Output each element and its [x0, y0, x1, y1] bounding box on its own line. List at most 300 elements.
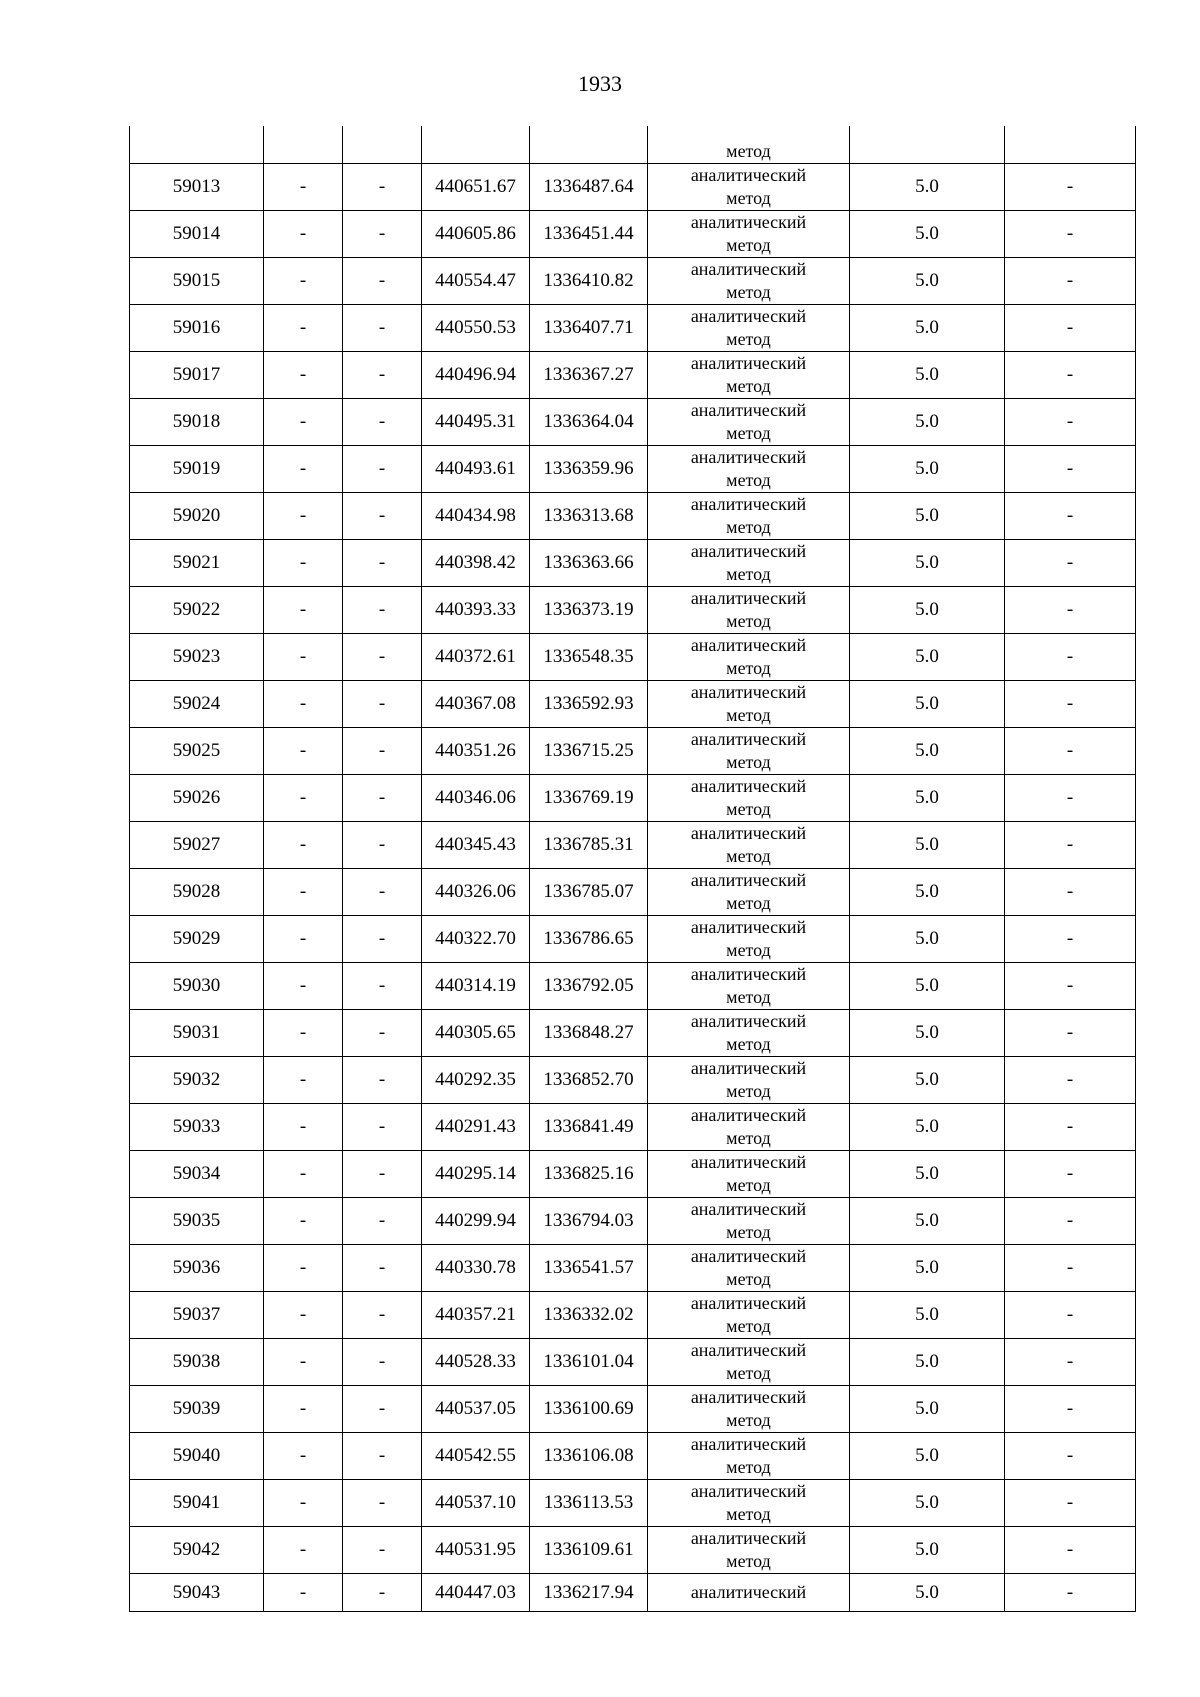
cell-accuracy: 5.0 [850, 163, 1005, 210]
cell-x-coordinate: 440447.03 [422, 1573, 530, 1611]
cell-y-coordinate: 1336410.82 [530, 257, 648, 304]
cell-col3: - [343, 774, 422, 821]
cell-method [648, 257, 850, 304]
method-line1: аналитический [690, 1057, 807, 1078]
cell-y-coordinate: 1336363.66 [530, 539, 648, 586]
cell-point-id: 59043 [130, 1573, 264, 1611]
cell-x-coordinate: 440398.42 [422, 539, 530, 586]
cell-y-coordinate: 1336367.27 [530, 351, 648, 398]
cell-method [648, 680, 850, 727]
table-row [130, 398, 1136, 445]
cell-point-id: 59037 [130, 1291, 264, 1338]
method-line2: метод [726, 1127, 771, 1148]
method-line1: аналитический [690, 446, 807, 467]
method-line2: метод [726, 422, 771, 443]
cell-accuracy: 5.0 [850, 1526, 1005, 1573]
cell-col8: - [1005, 1526, 1136, 1573]
cell-col3: - [343, 445, 422, 492]
cell-point-id: 59040 [130, 1432, 264, 1479]
method-line2: метод [726, 1033, 771, 1054]
table-row [130, 445, 1136, 492]
method-line2: метод [726, 1409, 771, 1430]
cell-accuracy: 5.0 [850, 727, 1005, 774]
cell-col8: - [1005, 1056, 1136, 1103]
method-line1: аналитический [690, 916, 807, 937]
table-row [130, 633, 1136, 680]
cell-col2: - [264, 1385, 343, 1432]
method-line1: аналитический [690, 493, 807, 514]
cell-accuracy: 5.0 [850, 1573, 1005, 1611]
method-line1: аналитический [690, 258, 807, 279]
cell-x-coordinate: 440528.33 [422, 1338, 530, 1385]
method-line1: аналитический [690, 1339, 807, 1360]
cell-y-coordinate: 1336113.53 [530, 1479, 648, 1526]
cell-accuracy: 5.0 [850, 492, 1005, 539]
cell-accuracy: 5.0 [850, 1244, 1005, 1291]
cell-col2: - [264, 1056, 343, 1103]
method-line1: аналитический [690, 1527, 807, 1548]
table-row [130, 1432, 1136, 1479]
cell-y-coordinate: 1336109.61 [530, 1526, 648, 1573]
cell-col8: - [1005, 821, 1136, 868]
method-line2: метод [726, 1503, 771, 1524]
cell-col2: - [264, 586, 343, 633]
cell-method [648, 1291, 850, 1338]
cell-col2: - [264, 821, 343, 868]
cell-y-coordinate: 1336359.96 [530, 445, 648, 492]
cell-col3: - [343, 398, 422, 445]
cell-x-coordinate: 440542.55 [422, 1432, 530, 1479]
table-row [130, 539, 1136, 586]
cell-col3: - [343, 1479, 422, 1526]
cell-point-id: 59022 [130, 586, 264, 633]
cell-col8: - [1005, 727, 1136, 774]
method-line2: метод [726, 1456, 771, 1477]
cell-point-id: 59020 [130, 492, 264, 539]
cell-y-coordinate: 1336785.07 [530, 868, 648, 915]
cell-y-coordinate: 1336792.05 [530, 962, 648, 1009]
table-row [130, 821, 1136, 868]
cell-x-coordinate: 440496.94 [422, 351, 530, 398]
method-line2: метод [726, 1080, 771, 1101]
cell-method [648, 1338, 850, 1385]
cell-point-id: 59018 [130, 398, 264, 445]
table-row [130, 774, 1136, 821]
method-line1: аналитический [690, 1198, 807, 1219]
cell-y-coordinate: 1336407.71 [530, 304, 648, 351]
cell-col8: - [1005, 257, 1136, 304]
cell-col3: - [343, 163, 422, 210]
cell-method [648, 1197, 850, 1244]
method-line1: аналитический [690, 1581, 807, 1602]
method-line1: аналитический [690, 1480, 807, 1501]
cell-col2: - [264, 398, 343, 445]
cell-x-coordinate: 440351.26 [422, 727, 530, 774]
cell-col3: - [343, 492, 422, 539]
cell-point-id: 59025 [130, 727, 264, 774]
cell-accuracy: 5.0 [850, 1338, 1005, 1385]
cell-method [648, 821, 850, 868]
cell-col2: - [264, 210, 343, 257]
cell-col3: - [343, 1338, 422, 1385]
method-line2: метод [726, 657, 771, 678]
cell-method [648, 539, 850, 586]
cell-x-coordinate: 440372.61 [422, 633, 530, 680]
cell-method [648, 1009, 850, 1056]
table-row [130, 1291, 1136, 1338]
cell-col8: - [1005, 304, 1136, 351]
table-row-continuation [130, 126, 1136, 163]
method-line1: аналитический [690, 1151, 807, 1172]
cell-col8: - [1005, 1197, 1136, 1244]
method-line1: аналитический [690, 1245, 807, 1266]
cell-y-coordinate: 1336217.94 [530, 1573, 648, 1611]
cell-y-coordinate: 1336769.19 [530, 774, 648, 821]
cell-col3: - [343, 1009, 422, 1056]
cell-col8: - [1005, 398, 1136, 445]
table-row [130, 680, 1136, 727]
table-row [130, 962, 1136, 1009]
cell-col8: - [1005, 539, 1136, 586]
cell-col3: - [343, 586, 422, 633]
cell-y-coordinate: 1336100.69 [530, 1385, 648, 1432]
cell-col2: - [264, 1244, 343, 1291]
cell-x-coordinate: 440305.65 [422, 1009, 530, 1056]
cell-point-id: 59023 [130, 633, 264, 680]
cell-accuracy: 5.0 [850, 351, 1005, 398]
cell-col2: - [264, 1291, 343, 1338]
method-line2: метод [726, 516, 771, 537]
method-line1: аналитический [690, 211, 807, 232]
cell-point-id: 59029 [130, 915, 264, 962]
cell-method [648, 1103, 850, 1150]
cell-y-coordinate: 1336825.16 [530, 1150, 648, 1197]
cell-x-coordinate: 440367.08 [422, 680, 530, 727]
cell-accuracy: 5.0 [850, 586, 1005, 633]
cell-x-coordinate: 440434.98 [422, 492, 530, 539]
cell-y-coordinate: 1336487.64 [530, 163, 648, 210]
cell-point-id: 59034 [130, 1150, 264, 1197]
table-row [130, 1197, 1136, 1244]
method-line2: метод [726, 892, 771, 913]
cell-point-id: 59015 [130, 257, 264, 304]
method-line1: аналитический [690, 587, 807, 608]
cell-col3: - [343, 821, 422, 868]
cell-x-coordinate: 440346.06 [422, 774, 530, 821]
cell-x-coordinate: 440531.95 [422, 1526, 530, 1573]
cell-x-coordinate: 440537.10 [422, 1479, 530, 1526]
cell-point-id: 59038 [130, 1338, 264, 1385]
cell-col3: - [343, 1244, 422, 1291]
cell-accuracy: 5.0 [850, 210, 1005, 257]
cell-col2: - [264, 1150, 343, 1197]
table-row [130, 1479, 1136, 1526]
method-line2: метод [726, 563, 771, 584]
table-row [130, 210, 1136, 257]
cell-accuracy: 5.0 [850, 257, 1005, 304]
cell-x-coordinate: 440314.19 [422, 962, 530, 1009]
cell-point-id: 59028 [130, 868, 264, 915]
table-row [130, 1573, 1136, 1611]
cell-col8: - [1005, 1479, 1136, 1526]
cell-x-coordinate: 440292.35 [422, 1056, 530, 1103]
cell-y-coordinate: 1336548.35 [530, 633, 648, 680]
cell-col8: - [1005, 586, 1136, 633]
cell-point-id: 59035 [130, 1197, 264, 1244]
table-row [130, 257, 1136, 304]
method-line2: метод [726, 704, 771, 725]
table-row [130, 1526, 1136, 1573]
cell-col2: - [264, 1479, 343, 1526]
cell-col2: - [264, 1197, 343, 1244]
table-row [130, 868, 1136, 915]
cell-col3: - [343, 1526, 422, 1573]
cell-point-id: 59026 [130, 774, 264, 821]
cell-method [648, 1056, 850, 1103]
cell-col8: - [1005, 1291, 1136, 1338]
method-line1: аналитический [690, 305, 807, 326]
cell-method [648, 1479, 850, 1526]
cell-col2: - [264, 1009, 343, 1056]
cell-col8: - [1005, 680, 1136, 727]
cell-x-coordinate: 440651.67 [422, 163, 530, 210]
table-row [130, 1338, 1136, 1385]
method-line1: аналитический [690, 681, 807, 702]
table-row [130, 1103, 1136, 1150]
cell-col2: - [264, 1103, 343, 1150]
cell-accuracy: 5.0 [850, 398, 1005, 445]
cell-col2: - [264, 633, 343, 680]
method-line1: аналитический [690, 164, 807, 185]
cell-y-coordinate: 1336841.49 [530, 1103, 648, 1150]
table-row [130, 1244, 1136, 1291]
cell-empty [422, 126, 530, 163]
method-line2: метод [726, 375, 771, 396]
method-line2: метод [726, 1362, 771, 1383]
cell-x-coordinate: 440291.43 [422, 1103, 530, 1150]
cell-col8: - [1005, 492, 1136, 539]
cell-point-id: 59030 [130, 962, 264, 1009]
table-row [130, 915, 1136, 962]
cell-method [648, 727, 850, 774]
cell-col8: - [1005, 445, 1136, 492]
cell-method [648, 398, 850, 445]
cell-x-coordinate: 440299.94 [422, 1197, 530, 1244]
cell-x-coordinate: 440493.61 [422, 445, 530, 492]
cell-col8: - [1005, 1103, 1136, 1150]
cell-method [648, 1244, 850, 1291]
cell-col8: - [1005, 962, 1136, 1009]
cell-accuracy: 5.0 [850, 868, 1005, 915]
cell-accuracy: 5.0 [850, 962, 1005, 1009]
cell-method [648, 163, 850, 210]
cell-point-id: 59042 [130, 1526, 264, 1573]
cell-x-coordinate: 440495.31 [422, 398, 530, 445]
cell-point-id: 59039 [130, 1385, 264, 1432]
cell-accuracy: 5.0 [850, 304, 1005, 351]
cell-accuracy: 5.0 [850, 1103, 1005, 1150]
page-number: 1933 [578, 71, 622, 96]
cell-empty [130, 126, 264, 163]
cell-method [648, 915, 850, 962]
cell-col8: - [1005, 1432, 1136, 1479]
cell-accuracy: 5.0 [850, 1432, 1005, 1479]
table-row [130, 304, 1136, 351]
cell-y-coordinate: 1336451.44 [530, 210, 648, 257]
method-line2: метод [726, 986, 771, 1007]
method-line2: метод [726, 234, 771, 255]
cell-col2: - [264, 492, 343, 539]
cell-point-id: 59013 [130, 163, 264, 210]
cell-y-coordinate: 1336106.08 [530, 1432, 648, 1479]
method-line1: аналитический [690, 399, 807, 420]
cell-point-id: 59017 [130, 351, 264, 398]
cell-point-id: 59027 [130, 821, 264, 868]
cell-col3: - [343, 1103, 422, 1150]
method-line2: метод [726, 798, 771, 819]
cell-col8: - [1005, 1150, 1136, 1197]
cell-col8: - [1005, 163, 1136, 210]
cell-method [648, 962, 850, 1009]
cell-col3: - [343, 351, 422, 398]
cell-x-coordinate: 440357.21 [422, 1291, 530, 1338]
cell-col8: - [1005, 1244, 1136, 1291]
cell-point-id: 59032 [130, 1056, 264, 1103]
table-row [130, 492, 1136, 539]
cell-col3: - [343, 1573, 422, 1611]
cell-x-coordinate: 440322.70 [422, 915, 530, 962]
cell-col8: - [1005, 210, 1136, 257]
cell-method [648, 1150, 850, 1197]
method-line2: метод [726, 469, 771, 490]
table-row [130, 1385, 1136, 1432]
cell-accuracy: 5.0 [850, 774, 1005, 821]
table-row [130, 727, 1136, 774]
cell-y-coordinate: 1336373.19 [530, 586, 648, 633]
cell-point-id: 59016 [130, 304, 264, 351]
cell-col3: - [343, 304, 422, 351]
cell-empty [530, 126, 648, 163]
cell-x-coordinate: 440605.86 [422, 210, 530, 257]
method-line2: метод [726, 1550, 771, 1571]
cell-col2: - [264, 680, 343, 727]
method-line1: аналитический [690, 963, 807, 984]
cell-method [648, 210, 850, 257]
cell-method [648, 633, 850, 680]
method-line2: метод [726, 1268, 771, 1289]
table-row [130, 1009, 1136, 1056]
method-line2: метод [726, 187, 771, 208]
cell-accuracy: 5.0 [850, 915, 1005, 962]
cell-col2: - [264, 351, 343, 398]
cell-col2: - [264, 445, 343, 492]
cell-accuracy: 5.0 [850, 1385, 1005, 1432]
cell-y-coordinate: 1336364.04 [530, 398, 648, 445]
cell-accuracy: 5.0 [850, 1197, 1005, 1244]
cell-col8: - [1005, 774, 1136, 821]
cell-point-id: 59024 [130, 680, 264, 727]
cell-method [648, 492, 850, 539]
cell-empty [264, 126, 343, 163]
cell-y-coordinate: 1336715.25 [530, 727, 648, 774]
cell-empty [850, 126, 1005, 163]
cell-x-coordinate: 440330.78 [422, 1244, 530, 1291]
cell-col3: - [343, 727, 422, 774]
cell-col8: - [1005, 351, 1136, 398]
method-line2: метод [726, 845, 771, 866]
cell-accuracy: 5.0 [850, 1150, 1005, 1197]
cell-col8: - [1005, 633, 1136, 680]
cell-col2: - [264, 1573, 343, 1611]
cell-x-coordinate: 440550.53 [422, 304, 530, 351]
cell-col2: - [264, 962, 343, 1009]
method-line1: аналитический [690, 775, 807, 796]
cell-method [648, 1385, 850, 1432]
method-line2: метод [726, 939, 771, 960]
cell-col2: - [264, 304, 343, 351]
cell-col2: - [264, 257, 343, 304]
cell-y-coordinate: 1336541.57 [530, 1244, 648, 1291]
cell-col3: - [343, 868, 422, 915]
cell-x-coordinate: 440537.05 [422, 1385, 530, 1432]
cell-col2: - [264, 163, 343, 210]
cell-accuracy: 5.0 [850, 1291, 1005, 1338]
method-line1: аналитический [690, 869, 807, 890]
cell-x-coordinate: 440554.47 [422, 257, 530, 304]
method-line2: метод [726, 1221, 771, 1242]
cell-y-coordinate: 1336786.65 [530, 915, 648, 962]
cell-method [648, 868, 850, 915]
method-line2: метод [726, 1315, 771, 1336]
method-line1: аналитический [690, 822, 807, 843]
cell-accuracy: 5.0 [850, 680, 1005, 727]
method-line2: метод [726, 610, 771, 631]
cell-x-coordinate: 440326.06 [422, 868, 530, 915]
cell-col3: - [343, 1385, 422, 1432]
cell-col3: - [343, 915, 422, 962]
cell-x-coordinate: 440345.43 [422, 821, 530, 868]
method-line1: аналитический [690, 634, 807, 655]
cell-method [648, 774, 850, 821]
cell-col3: - [343, 1432, 422, 1479]
cell-col3: - [343, 539, 422, 586]
method-line1: аналитический [690, 1010, 807, 1031]
cell-accuracy: 5.0 [850, 1009, 1005, 1056]
cell-point-id: 59041 [130, 1479, 264, 1526]
cell-col8: - [1005, 915, 1136, 962]
cell-col8: - [1005, 1009, 1136, 1056]
cell-method [648, 304, 850, 351]
method-line1: аналитический [690, 1292, 807, 1313]
cell-empty [1005, 126, 1136, 163]
cell-point-id: 59019 [130, 445, 264, 492]
cell-y-coordinate: 1336332.02 [530, 1291, 648, 1338]
method-continuation-text: метод [726, 140, 771, 161]
cell-accuracy: 5.0 [850, 821, 1005, 868]
cell-method [648, 1432, 850, 1479]
method-line2: метод [726, 751, 771, 772]
table-row [130, 586, 1136, 633]
cell-y-coordinate: 1336794.03 [530, 1197, 648, 1244]
cell-col2: - [264, 1338, 343, 1385]
cell-y-coordinate: 1336592.93 [530, 680, 648, 727]
table-row [130, 1150, 1136, 1197]
cell-point-id: 59036 [130, 1244, 264, 1291]
cell-col3: - [343, 962, 422, 1009]
table-row [130, 163, 1136, 210]
cell-point-id: 59021 [130, 539, 264, 586]
method-line2: метод [726, 328, 771, 349]
